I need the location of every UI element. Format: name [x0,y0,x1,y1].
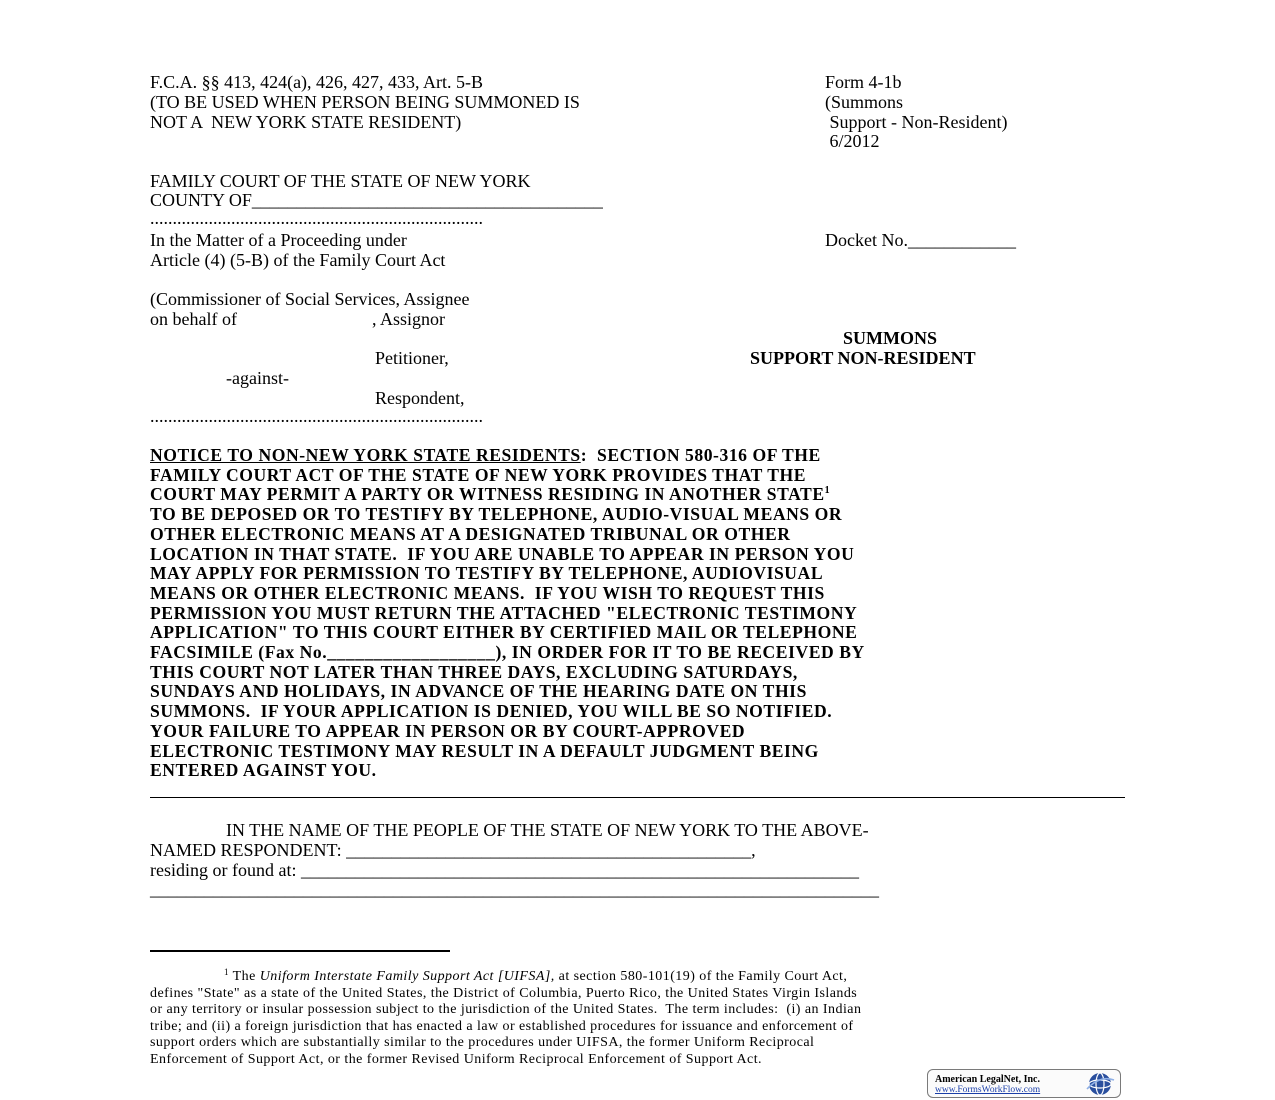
notice-line [150,446,1140,466]
address-continuation-line: _________________________________________________________________________________ [150,879,879,899]
matter-line-2: Article (4) (5-B) of the Family Court Act [150,250,446,270]
notice-line: LOCATION IN THAT STATE. IF YOU ARE UNABLE TO APPEAR IN PERSON YOU [150,543,855,564]
court-name: FAMILY COURT OF THE STATE OF NEW YORK [150,171,531,191]
notice-line: TO BE DEPOSED OR TO TESTIFY BY TELEPHONE, AUDIO-VISUAL MEANS OR [150,504,843,525]
notice-line: SUNDAYS AND HOLIDAYS, IN ADVANCE OF THE HEARING DATE ON THIS [150,681,807,702]
document-title-line-2: SUPPORT NON-RESIDENT [750,348,976,368]
form-description-line-1: (Summons [825,92,904,112]
footnote-line-1-rest: at section 580-101(19) of the Family Court Act, [554,969,848,984]
petitioner-label: Petitioner, [375,348,449,368]
notice-line: FACSIMILE (Fax No.__________________), IN ORDER FOR IT TO BE RECEIVED BY [150,642,865,663]
county-field: COUNTY OF_______________________________________ [150,190,603,210]
usage-note-line-1: (TO BE USED WHEN PERSON BEING SUMMONED IS [150,92,580,112]
footnote-line: or any territory or insular possession subject to the jurisdiction of the United States. The term includes: (i) an Indian [150,1002,862,1018]
publisher-logo[interactable] [927,1069,1121,1098]
non-resident-notice [150,446,1140,781]
publisher-name: American LegalNet, Inc. [935,1074,1040,1085]
form-number: Form 4-1b [825,72,902,92]
notice-line: MAY APPLY FOR PERMISSION TO TESTIFY BY TELEPHONE, AUDIOVISUAL [150,563,824,584]
form-date: 6/2012 [825,131,880,151]
footnote-act-name: Uniform Interstate Family Support Act [UIFSA], [259,969,555,984]
people-address-line-1: IN THE NAME OF THE PEOPLE OF THE STATE OF NEW YORK TO THE ABOVE- [226,820,869,840]
respondent-name-field: NAMED RESPONDENT: _____________________________________________, [150,840,756,860]
globe-icon [1083,1071,1117,1097]
notice-line: ENTERED AGAINST YOU. [150,760,377,781]
footnote-line [150,969,1130,986]
notice-line: THIS COURT NOT LATER THAN THREE DAYS, EXCLUDING SATURDAYS, [150,661,798,682]
notice-heading: NOTICE TO NON-NEW YORK STATE RESIDENTS [150,445,581,465]
document-title-line-1: SUMMONS [843,328,937,348]
footnote-marker: 1 [224,967,229,977]
residing-address-field: residing or found at: ______________________________________________________________ [150,860,859,880]
notice-line: APPLICATION" TO THIS COURT EITHER BY CERTIFIED MAIL OR TELEPHONE [150,622,858,643]
assignee-line-1: (Commissioner of Social Services, Assignee [150,289,470,309]
docket-number-field: Docket No.____________ [825,230,1016,250]
notice-line: ELECTRONIC TESTIMONY MAY RESULT IN A DEFAULT JUDGMENT BEING [150,740,819,761]
caption-dotted-rule-top: .......................................................................... [150,208,483,228]
notice-line: FAMILY COURT ACT OF THE STATE OF NEW YORK PROVIDES THAT THE [150,464,807,485]
statute-citation: F.C.A. §§ 413, 424(a), 426, 427, 433, Art. 5-B [150,72,484,92]
footnote-reference: 1 [824,485,830,497]
caption-dotted-rule-bottom: .......................................................................... [150,406,483,426]
notice-line: SUMMONS. IF YOUR APPLICATION IS DENIED, YOU WILL BE SO NOTIFIED. [150,701,833,722]
footnote-lead: The [232,969,260,984]
notice-line: MEANS OR OTHER ELECTRONIC MEANS. IF YOU WISH TO REQUEST THIS [150,582,825,603]
footnote-line: tribe; and (ii) a foreign jurisdiction that has enacted a law or established procedures for issuance and enforcement of [150,1018,854,1034]
publisher-link[interactable]: www.FormsWorkFlow.com [935,1085,1041,1095]
footnote [150,969,1130,1069]
respondent-label: Respondent, [375,388,465,408]
notice-line: YOUR FAILURE TO APPEAR IN PERSON OR BY COURT-APPROVED [150,720,746,741]
form-description-line-2: Support - Non-Resident) [825,112,1008,132]
footnote-line: defines "State" as a state of the United States, the District of Columbia, Puerto Rico, the United States Virgin Islands [150,985,858,1001]
notice-line-3-text: COURT MAY PERMIT A PARTY OR WITNESS RESIDING IN ANOTHER STATE [150,484,825,505]
footnote-line: Enforcement of Support Act, or the former Revised Uniform Reciprocal Enforcement of Support Act. [150,1051,762,1067]
matter-line-1: In the Matter of a Proceeding under [150,230,407,250]
footnote-line: support orders which are substantially similar to the procedures under UIFSA, the former Uniform Reciprocal [150,1035,815,1051]
usage-note-line-2: NOT A NEW YORK STATE RESIDENT) [150,112,462,132]
assignee-line-2: on behalf of , Assignor [150,309,445,329]
section-separator [150,797,1125,798]
footnote-rule [150,950,450,952]
against-label: -against- [226,368,289,388]
notice-line: PERMISSION YOU MUST RETURN THE ATTACHED "ELECTRONIC TESTIMONY [150,602,858,623]
notice-line-1-rest: : SECTION 580-316 OF THE [580,445,821,465]
notice-line [150,485,1140,505]
notice-line: OTHER ELECTRONIC MEANS AT A DESIGNATED TRIBUNAL OR OTHER [150,523,791,544]
